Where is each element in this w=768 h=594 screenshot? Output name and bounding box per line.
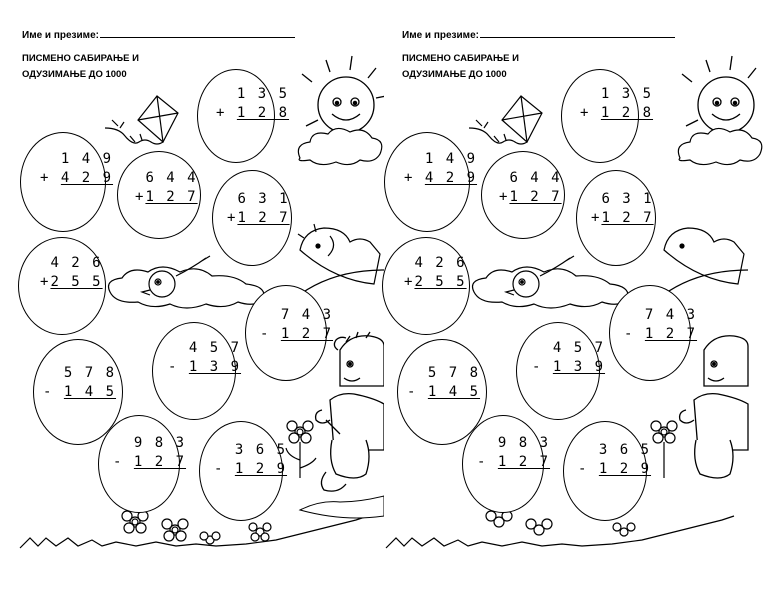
cloud-icon [298,128,381,164]
problem: 3 6 5 - 1 2 9 [214,442,288,477]
boy-icon [316,332,384,491]
problem: 9 8 3 - 1 2 7 [113,435,187,470]
problem: 1 4 9 + 4 2 9 [404,151,478,186]
kite-icon [469,96,542,144]
name-label: Име и презиме: [402,30,479,41]
problem: 3 6 5 - 1 2 9 [578,442,652,477]
name-label: Име и презиме: [22,30,99,41]
problem: 5 7 8 - 1 4 5 [43,365,117,400]
sun-icon [682,56,756,133]
worksheet-title-line1: ПИСМЕНО САБИРАЊЕ И [22,53,139,64]
problem: 4 2 6 +2 5 5 [404,255,467,290]
grass-icon [20,516,368,548]
problem: 7 4 3 - 1 2 7 [260,307,334,342]
cloud-icon [678,128,761,164]
problem: 4 5 7 - 1 3 9 [532,340,606,375]
problem: 6 3 1 +1 2 7 [591,191,654,226]
flower-icon [286,421,316,478]
worksheet-title-line2: ОДУЗИМАЊЕ ДО 1000 [402,69,507,80]
worksheet-title-line1: ПИСМЕНО САБИРАЊЕ И [402,53,519,64]
problem: 6 4 4 +1 2 7 [135,170,198,205]
problem: 1 3 5 + 1 2 8 [216,86,290,121]
worksheet-title-line2: ОДУЗИМАЊЕ ДО 1000 [22,69,127,80]
problem: 5 7 8 - 1 4 5 [407,365,481,400]
sun-icon [302,56,384,133]
problem: 9 8 3 - 1 2 7 [477,435,551,470]
problem: 4 2 6 +2 5 5 [40,255,103,290]
worksheet-right [380,0,764,594]
branch-bird-icon [298,224,380,284]
problem: 7 4 3 - 1 2 7 [624,307,698,342]
problem: 4 5 7 - 1 3 9 [168,340,242,375]
ground-icon [300,496,384,518]
kite-icon [105,96,178,144]
problem: 6 4 4 +1 2 7 [499,170,562,205]
problem: 6 3 1 +1 2 7 [227,191,290,226]
grass-icon [386,516,734,548]
problem: 1 3 5 + 1 2 8 [580,86,654,121]
problem: 1 4 9 + 4 2 9 [40,151,114,186]
boy-icon [680,336,748,478]
